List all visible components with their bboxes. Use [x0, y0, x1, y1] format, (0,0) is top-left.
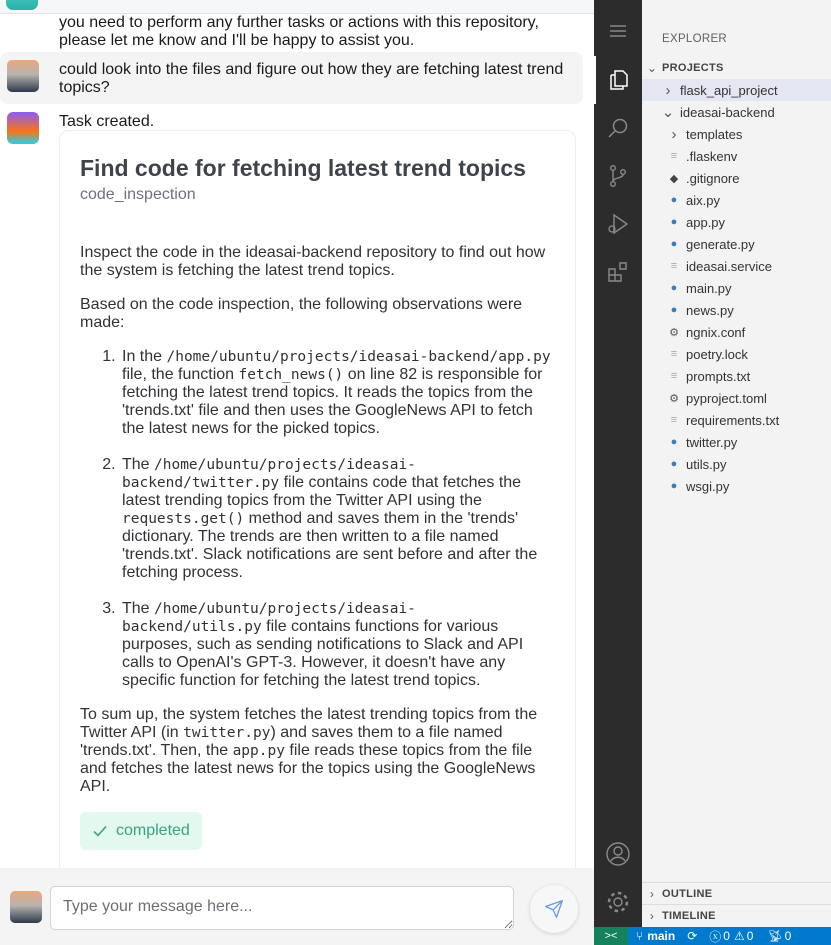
user-message-text: could look into the files and figure out how they are fetching latest trend topics?: [59, 61, 564, 96]
file-item[interactable]: [642, 365, 831, 387]
gear-icon: ⚙: [669, 326, 679, 339]
section-label: TIMELINE: [662, 910, 716, 922]
extensions-button[interactable]: [594, 248, 642, 296]
text-file-icon: ≡: [670, 150, 678, 162]
file-item[interactable]: [642, 387, 831, 409]
status-label: completed: [116, 822, 190, 839]
previous-bot-message: [59, 14, 589, 50]
status-badge: [80, 812, 202, 850]
branch-icon: ⑂: [636, 929, 644, 943]
text-file-icon: ≡: [670, 260, 678, 272]
task-summary: [80, 706, 555, 796]
activity-bar: [594, 0, 642, 927]
python-icon: ●: [670, 304, 678, 316]
observation-item: [120, 456, 555, 582]
previous-message-partial-text: you need to perform any further tasks or actions with this repository,: [59, 14, 539, 31]
check-icon: [92, 823, 108, 839]
task-type: code_inspection: [80, 186, 196, 203]
task-title: Find code for fetching latest trend topics: [80, 155, 526, 181]
search-button[interactable]: [594, 104, 642, 152]
file-label: news.py: [686, 302, 734, 318]
git-icon: ◆: [669, 172, 679, 185]
file-label: .flaskenv: [686, 148, 738, 164]
file-label: wsgi.py: [686, 478, 730, 494]
file-label: ngnix.conf: [686, 324, 746, 340]
python-icon: ●: [670, 458, 678, 470]
inline-code: /home/ubuntu/projects/ideasai-backend/utils.py: [122, 601, 416, 635]
inline-code: fetch_news(): [238, 367, 344, 383]
message-composer: [0, 868, 594, 945]
text-segment: file reads these topics from the file and fetches the latest news for the topics using the GoogleNews API.: [80, 742, 536, 795]
search-icon: [606, 116, 630, 140]
observations-intro: Based on the code inspection, the following observations were made:: [80, 296, 523, 331]
ports-icon: 📡︎: [767, 929, 783, 943]
file-item[interactable]: [642, 145, 831, 167]
user-avatar: [10, 891, 42, 923]
observations-list: [120, 348, 555, 690]
file-label: main.py: [686, 280, 732, 296]
timeline-section-header[interactable]: [642, 905, 831, 927]
warning-count[interactable]: 0: [746, 929, 754, 943]
accounts-button[interactable]: [594, 830, 642, 878]
text-segment: ) and saves them to a file named 'trends.txt'. Then, the: [80, 724, 503, 759]
error-count[interactable]: 0: [723, 929, 730, 943]
file-item[interactable]: [642, 453, 831, 475]
python-icon: ●: [670, 282, 678, 294]
text-file-icon: ≡: [670, 348, 678, 360]
hamburger-icon: [609, 24, 627, 38]
gear-icon: [605, 889, 631, 915]
bot-avatar: [7, 112, 39, 144]
text-segment: method and saves them in the 'trends' dictionary. The trends are then written to a file named 'trends.txt'. Slack notifications are sent before and after the fetching process.: [122, 510, 538, 581]
settings-button[interactable]: [594, 878, 642, 926]
file-label: poetry.lock: [686, 346, 748, 362]
inline-code: /home/ubuntu/projects/ideasai-backend/twitter.py: [122, 457, 416, 491]
file-item[interactable]: [642, 431, 831, 453]
file-label: prompts.txt: [686, 368, 751, 384]
chevron-right-icon: ›: [665, 81, 671, 99]
file-label: .gitignore: [686, 170, 740, 186]
menu-button[interactable]: [594, 16, 642, 46]
text-segment: file contains code that fetches the latest trending topics from the Twitter API using the: [122, 474, 522, 509]
remote-button[interactable]: [594, 927, 628, 945]
task-intro: Inspect the code in the ideasai-backend repository to find out how the system is fetching the latest trend topics.: [80, 244, 546, 279]
python-icon: ●: [670, 436, 678, 448]
message-input[interactable]: [50, 886, 514, 930]
gear-icon: ⚙: [669, 392, 679, 405]
python-icon: ●: [670, 216, 678, 228]
file-label: generate.py: [686, 236, 755, 252]
file-label: flask_api_project: [680, 82, 778, 98]
file-label: ideasai.service: [686, 258, 772, 274]
text-segment: file contains functions for various purposes, such as sending notifications to Slack and API calls to OpenAI's GPT-3. However, it doesn't have any specific function for fetching the latest trend topics.: [122, 618, 524, 689]
account-icon: [605, 841, 631, 867]
python-icon: ●: [670, 238, 678, 250]
file-label: aix.py: [686, 192, 720, 208]
text-segment: To sum up, the system fetches the latest trending topics from the Twitter API (in: [80, 706, 538, 741]
explorer-title: EXPLORER: [662, 33, 728, 45]
file-label: app.py: [686, 214, 726, 230]
observation-item: [120, 348, 555, 438]
file-label: templates: [686, 126, 743, 142]
explorer-panel: [642, 0, 831, 927]
remote-icon: ><: [604, 930, 618, 942]
file-item[interactable]: [642, 409, 831, 431]
file-item[interactable]: [642, 299, 831, 321]
inline-code: app.py: [232, 743, 285, 759]
text-file-icon: ≡: [670, 370, 678, 382]
error-icon: ⓧ: [709, 929, 722, 944]
section-label: PROJECTS: [662, 62, 724, 74]
file-item[interactable]: [642, 343, 831, 365]
file-label: twitter.py: [686, 434, 738, 450]
folder-item[interactable]: [642, 101, 831, 123]
sync-icon[interactable]: ⟳: [687, 929, 698, 943]
chevron-down-icon: ⌄: [661, 104, 675, 121]
file-item[interactable]: [642, 167, 831, 189]
previous-message-text: please let me know and I'll be happy to assist you.: [59, 32, 415, 49]
send-icon: [544, 899, 564, 919]
run-debug-button[interactable]: [594, 200, 642, 248]
section-label: OUTLINE: [662, 888, 713, 900]
send-button[interactable]: [530, 885, 578, 933]
source-control-button[interactable]: [594, 152, 642, 200]
folder-item[interactable]: [642, 123, 831, 145]
inline-code: /home/ubuntu/projects/ideasai-backend/app.py: [166, 349, 551, 365]
outline-section-header[interactable]: [642, 883, 831, 905]
text-segment: file, the function: [122, 366, 239, 383]
ports-count[interactable]: 0: [784, 929, 792, 943]
chevron-right-icon: ›: [671, 125, 677, 143]
files-icon: [607, 68, 631, 92]
bot-avatar: [6, 0, 38, 10]
text-segment: The: [122, 600, 155, 617]
text-segment: In the: [122, 348, 167, 365]
status-bar: [594, 927, 831, 945]
run-debug-icon: [606, 212, 630, 236]
file-item[interactable]: [642, 277, 831, 299]
file-item[interactable]: [642, 189, 831, 211]
warning-icon: ⚠: [733, 929, 745, 943]
file-item[interactable]: [642, 475, 831, 497]
file-label: ideasai-backend: [680, 104, 775, 120]
file-item[interactable]: [642, 211, 831, 233]
inline-code: requests.get(): [122, 511, 245, 527]
inline-code: twitter.py: [183, 725, 271, 741]
chevron-right-icon: ›: [649, 887, 655, 901]
user-avatar: [7, 60, 39, 92]
folder-item[interactable]: [642, 79, 831, 101]
file-label: requirements.txt: [686, 412, 780, 428]
chat-header: [0, 0, 594, 14]
file-item[interactable]: [642, 255, 831, 277]
python-icon: ●: [670, 194, 678, 206]
file-label: utils.py: [686, 456, 727, 472]
explorer-button[interactable]: [594, 56, 642, 104]
chevron-right-icon: ›: [649, 909, 655, 923]
projects-section-header[interactable]: [642, 57, 831, 79]
extensions-icon: [606, 260, 630, 284]
text-segment: The: [122, 456, 155, 473]
text-segment: on line 82 is responsible for fetching the latest trend topics. It reads the topics from the 'trends.txt' file and then uses the GoogleNews API to fetch the latest news for the picked topics.: [122, 366, 543, 437]
python-icon: ●: [670, 480, 678, 492]
text-file-icon: ≡: [670, 414, 678, 426]
file-label: pyproject.toml: [686, 390, 767, 406]
file-item[interactable]: [642, 233, 831, 255]
file-item[interactable]: [642, 321, 831, 343]
task-card: [59, 130, 576, 890]
user-message: [0, 52, 583, 104]
source-control-icon: [606, 164, 630, 188]
chevron-down-icon: ⌄: [646, 61, 658, 75]
bot-message-text: Task created.: [59, 113, 155, 130]
observation-item: [120, 600, 555, 690]
branch-name[interactable]: main: [647, 929, 676, 943]
